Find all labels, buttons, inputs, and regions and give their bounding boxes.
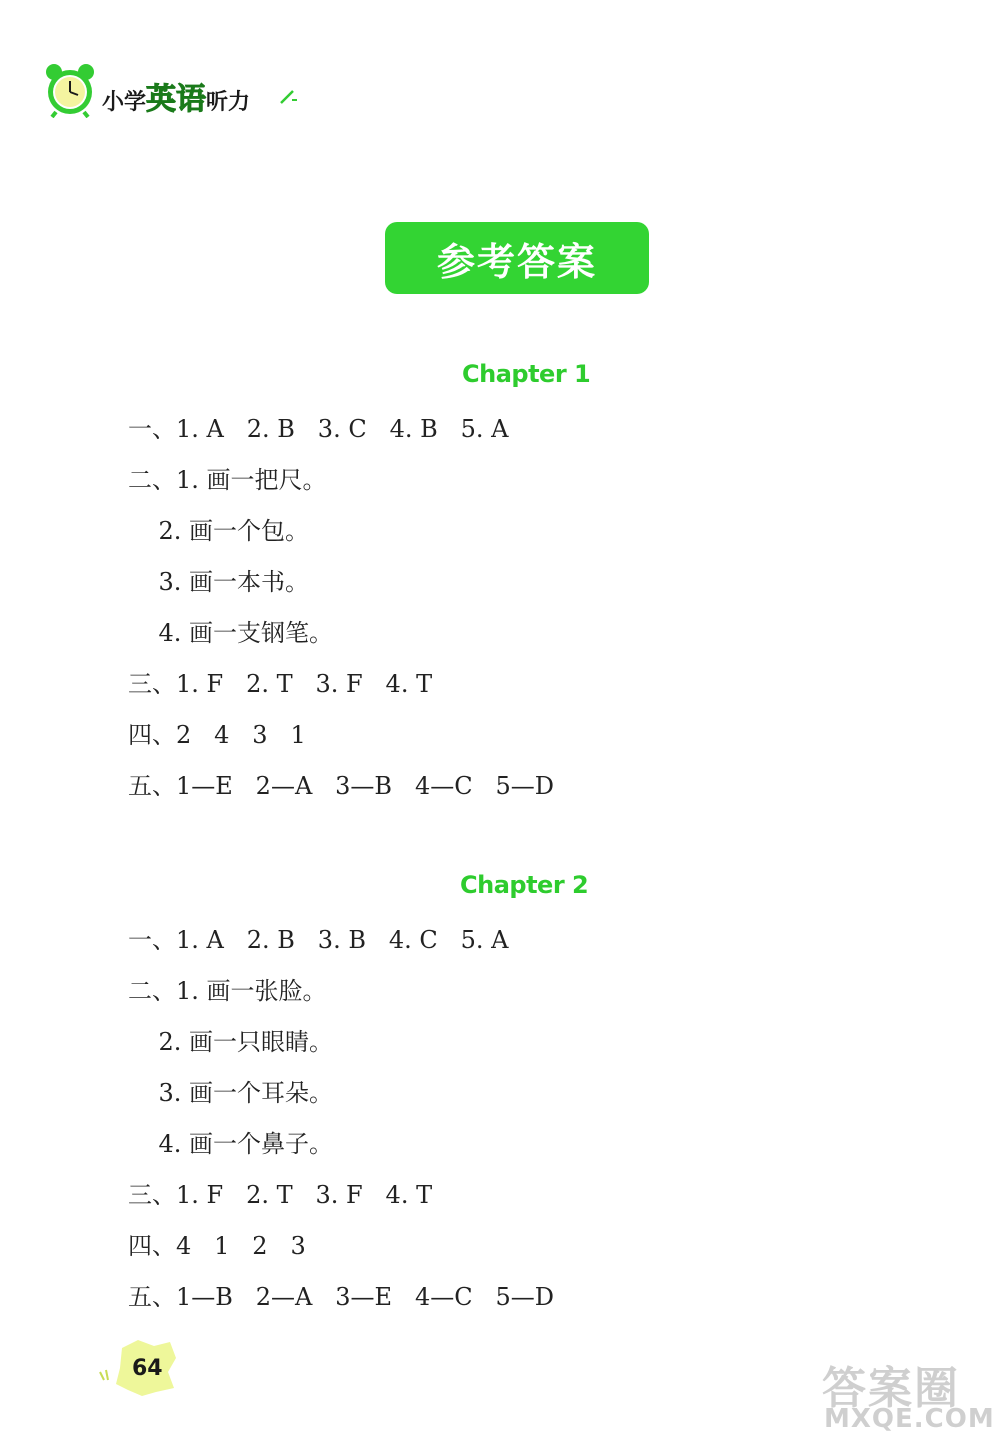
brand-prefix: 小学 xyxy=(102,90,147,115)
page-number-badge xyxy=(96,1338,186,1398)
chapter-2-line-2: 二、1. 画一张脸。 xyxy=(128,977,327,1005)
series-brand xyxy=(102,74,250,118)
chapter-2-line-3: 2. 画一只眼睛。 xyxy=(128,1028,334,1056)
chapter-2-heading: Chapter 2 xyxy=(460,871,589,899)
chapter-2-line-8: 五、1—B 2—A 3—E 4—C 5—D xyxy=(128,1283,554,1311)
page-title: 参考答案 xyxy=(436,239,597,284)
chapter-1-line-6: 三、1. F 2. T 3. F 4. T xyxy=(128,670,433,698)
page-number: 64 xyxy=(132,1356,163,1381)
chapter-1-line-5: 4. 画一支钢笔。 xyxy=(128,619,334,647)
watermark-logo-text: 答案圈 xyxy=(822,1363,960,1414)
chapter-1-line-7: 四、2 4 3 1 xyxy=(128,721,306,749)
watermark-url: MXQE.COM xyxy=(824,1404,995,1434)
chapter-1-line-8: 五、1—E 2—A 3—B 4—C 5—D xyxy=(128,772,554,800)
chapter-1-line-2: 二、1. 画一把尺。 xyxy=(128,466,327,494)
chapter-1-line-1: 一、1. A 2. B 3. C 4. B 5. A xyxy=(128,415,509,443)
chapter-2-line-1: 一、1. A 2. B 3. B 4. C 5. A xyxy=(128,926,509,954)
pen-icon xyxy=(278,86,298,106)
chapter-2-line-6: 三、1. F 2. T 3. F 4. T xyxy=(128,1181,433,1209)
chapter-2-line-4: 3. 画一个耳朵。 xyxy=(128,1079,334,1107)
chapter-2-line-7: 四、4 1 2 3 xyxy=(128,1232,306,1260)
alarm-clock-icon xyxy=(42,62,98,118)
chapter-1-heading: Chapter 1 xyxy=(462,360,591,388)
brand-suffix: 听力 xyxy=(206,90,251,115)
brand-main: 英语 xyxy=(146,82,207,117)
chapter-1-line-3: 2. 画一个包。 xyxy=(128,517,310,545)
chapter-2-line-5: 4. 画一个鼻子。 xyxy=(128,1130,334,1158)
chapter-1-line-4: 3. 画一本书。 xyxy=(128,568,310,596)
watermark xyxy=(820,1352,995,1437)
answer-key-title-banner xyxy=(385,222,649,294)
